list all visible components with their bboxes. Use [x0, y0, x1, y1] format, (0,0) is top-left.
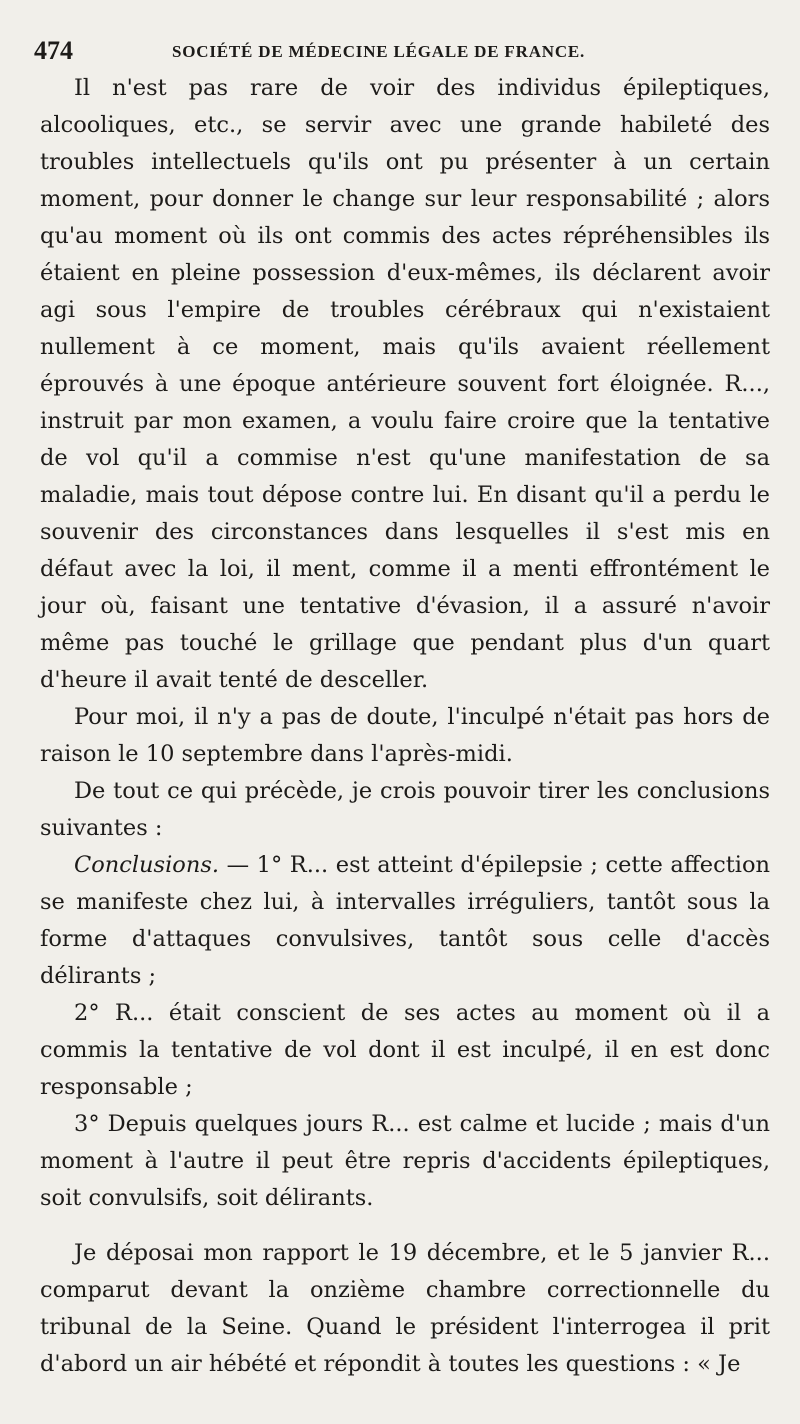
paragraph-intro-conclusions: De tout ce qui précède, je crois pouvoir tirer les conclusions suivantes :	[40, 778, 770, 841]
paragraph-closing: Je déposai mon rapport le 19 décembre, et le 5 janvier R... comparut devant la onzième chambre correctionnelle du tribunal de la Seine. Quand le président l'interrogea il prit d'abord un air hébété et répondit à toutes les questions : « Je	[40, 1240, 770, 1377]
page-header	[34, 34, 774, 68]
conclusions-label: Conclusions.	[74, 852, 220, 878]
body-text	[40, 70, 770, 1383]
conclusion-1	[40, 847, 770, 995]
page-number: 474	[34, 36, 73, 65]
paragraph-opinion: Pour moi, il n'y a pas de doute, l'inculpé n'était pas hors de raison le 10 septembre dans l'après-midi.	[40, 704, 770, 767]
conclusion-1-text: — 1° R... est atteint d'épilepsie ; cette affection se manifeste chez lui, à intervalles irréguliers, tantôt sous la forme d'attaques convulsives, tantôt sous celle d'accès délirants ;	[40, 852, 770, 989]
running-title: SOCIÉTÉ DE MÉDECINE LÉGALE DE FRANCE.	[172, 42, 586, 61]
conclusion-3: 3° Depuis quelques jours R... est calme et lucide ; mais d'un moment à l'autre il peut être repris d'accidents épileptiques, soit convulsifs, soit délirants.	[40, 1111, 770, 1211]
paragraph-responsibility: Il n'est pas rare de voir des individus épileptiques, alcooliques, etc., se servir avec une grande habileté des troubles intellectuels qu'ils ont pu présenter à un certain moment, pour donner le change sur leur responsabilité ; alors qu'au moment où ils ont commis des actes répréhensibles ils étaient en pleine possession d'eux-mêmes, ils déclarent avoir agi sous l'empire de troubles cérébraux qui n'existaient nullement à ce moment, mais qu'ils avaient réellement éprouvés à une époque antérieure souvent fort éloignée. R..., instruit par mon examen, a voulu faire croire que la tentative de vol qu'il a commise n'est qu'une manifestation de sa maladie, mais tout dépose contre lui. En disant qu'il a perdu le souvenir des circonstances dans lesquelles il s'est mis en défaut avec la loi, il ment, comme il a menti effrontément le jour où, faisant une tentative d'évasion, il a assuré n'avoir même pas touché le grillage que pendant plus d'un quart d'heure il avait tenté de desceller.	[40, 75, 770, 693]
conclusion-2: 2° R... était conscient de ses actes au moment où il a commis la tentative de vol dont il est inculpé, il en est donc responsable ;	[40, 1000, 770, 1100]
